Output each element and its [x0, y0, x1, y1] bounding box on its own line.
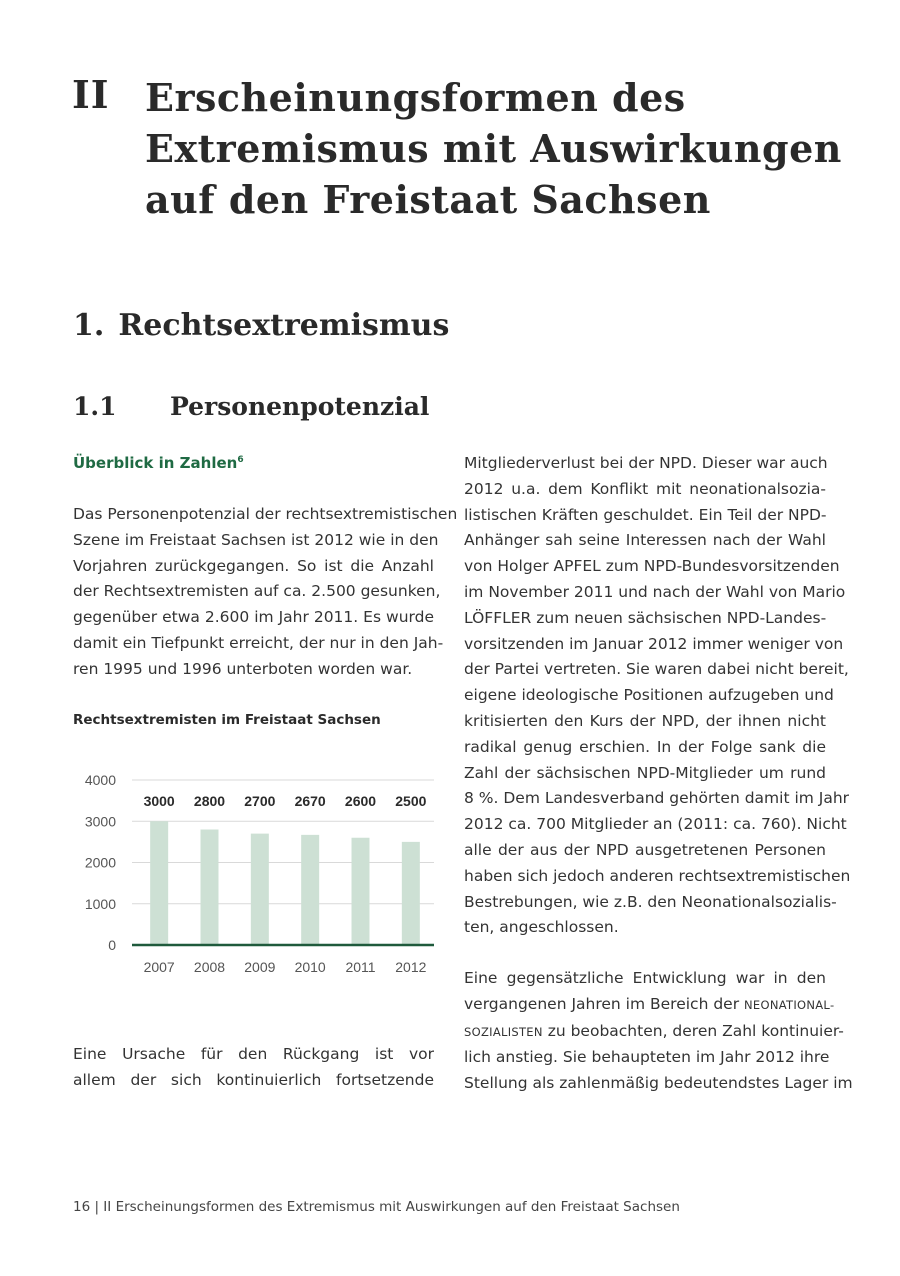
chapter-title-line: Extremismus mit Auswirkungen [145, 126, 842, 171]
text-line: im November 2011 und nach der Wahl von Mario [464, 582, 846, 601]
bar [201, 830, 219, 946]
text-line: Bestrebungen, wie z.B. den Neonationalsozialis- [464, 892, 837, 911]
chapter-title [145, 72, 845, 225]
right-paragraph [464, 451, 851, 941]
section-title: Rechtsextremismus [118, 308, 450, 343]
text-line: Anhänger sah seine Interessen nach der Wahl [464, 531, 826, 550]
text-line: haben sich jedoch anderen rechtsextremistischen [464, 866, 851, 885]
text-line: damit ein Tiefpunkt erreicht, der nur in den Jah- [73, 633, 444, 652]
left-paragraph [73, 502, 458, 683]
right-paragraph-2 [464, 966, 853, 1097]
text-line: Eine gegensätzliche Entwicklung war in den [464, 969, 826, 987]
x-tick-label: 2012 [395, 959, 427, 975]
chart-title: Rechtsextremisten im Freistaat Sachsen [73, 712, 381, 728]
text-line: ren 1995 und 1996 unterboten worden war. [73, 659, 413, 678]
text-line: Stellung als zahlenmäßig bedeutendstes Lager im [464, 1074, 853, 1093]
overview-heading-text: Überblick in Zahlen [73, 454, 238, 472]
text-line: von Holger APFEL zum NPD-Bundesvorsitzenden [464, 557, 840, 576]
section-heading [73, 308, 449, 343]
text-line: der Partei vertreten. Sie waren dabei nicht bereit, [464, 660, 849, 679]
data-label: 3000 [143, 793, 175, 809]
text-line: vorsitzenden im Januar 2012 immer weniger von [464, 634, 844, 653]
text-line: 8 %. Dem Landesverband gehörten damit im Jahr [464, 789, 850, 808]
text-line: radikal genug erschien. In der Folge sank die [464, 737, 826, 756]
x-tick-label: 2009 [244, 959, 276, 975]
text-line: Vorjahren zurückgegangen. So ist die Anzahl [73, 556, 434, 575]
text-line: kritisierten den Kurs der NPD, der ihnen nicht [464, 711, 826, 730]
text-line: alle der aus der NPD ausgetretenen Personen [464, 840, 826, 859]
subsection-title: Personenpotenzial [170, 392, 430, 421]
data-label: 2700 [244, 793, 276, 809]
data-label: 2600 [344, 793, 377, 809]
text-fragment: vergangenen Jahren im Bereich der [464, 994, 744, 1013]
text-line: eigene ideologische Positionen aufzugeben und [464, 686, 834, 705]
text-line: 2012 ca. 700 Mitglieder an (2011: ca. 760). Nicht [464, 815, 847, 834]
text-line: 2012 u.a. dem Konflikt mit neonationalsozia- [464, 479, 826, 498]
bar [352, 838, 370, 945]
small-caps-term: NEONATIONAL- [744, 997, 835, 1012]
chapter-title-line: Erscheinungsformen des [145, 75, 686, 120]
bar-chart [70, 760, 440, 985]
bar [150, 821, 168, 945]
page-footer: 16 | II Erscheinungsformen des Extremismus mit Auswirkungen auf den Freistaat Sachsen [73, 1199, 680, 1215]
subsection-heading [73, 392, 429, 421]
overview-heading [73, 454, 244, 472]
text-line: ten, angeschlossen. [464, 918, 619, 937]
x-tick-label: 2010 [294, 959, 326, 975]
text-line [464, 992, 835, 1019]
text-line: der Rechtsextremisten auf ca. 2.500 gesunken, [73, 582, 441, 601]
text-line: allem der sich kontinuierlich fortsetzende [73, 1070, 434, 1089]
text-fragment: zu beobachten, deren Zahl kontinuier- [542, 1021, 844, 1040]
text-line: Mitgliederverlust bei der NPD. Dieser war auch [464, 454, 828, 472]
chapter-number: II [72, 72, 110, 117]
text-line: gegenüber etwa 2.600 im Jahr 2011. Es wurde [73, 608, 434, 627]
text-line: LÖFFLER zum neuen sächsischen NPD-Landes- [464, 608, 827, 627]
data-label: 2670 [294, 793, 326, 809]
text-line: Das Personenpotenzial der rechtsextremistischen [73, 505, 458, 523]
text-line [464, 1019, 844, 1046]
x-tick-label: 2007 [143, 959, 175, 975]
text-line: Eine Ursache für den Rückgang ist vor [73, 1045, 434, 1063]
y-tick-label: 3000 [84, 813, 116, 830]
left-paragraph-2 [73, 1042, 434, 1094]
chapter-title-line: auf den Freistaat Sachsen [145, 177, 711, 222]
y-tick-label: 1000 [84, 895, 116, 912]
y-tick-label: 4000 [84, 772, 116, 788]
text-line: Zahl der sächsischen NPD-Mitglieder um rund [464, 763, 826, 782]
footnote-reference: 6 [237, 455, 244, 465]
bar [301, 835, 319, 945]
text-line: Szene im Freistaat Sachsen ist 2012 wie in den [73, 530, 439, 549]
x-tick-label: 2011 [345, 959, 376, 975]
data-label: 2800 [193, 793, 226, 809]
text-line: listischen Kräften geschuldet. Ein Teil der NPD- [464, 505, 827, 524]
bar [251, 834, 269, 945]
x-tick-label: 2008 [193, 959, 226, 975]
small-caps-term: SOZIALISTEN [464, 1024, 543, 1039]
section-number: 1. [73, 308, 105, 343]
text-line: lich anstieg. Sie behaupteten im Jahr 2012 ihre [464, 1048, 830, 1067]
y-tick-label: 0 [108, 937, 116, 953]
y-tick-label: 2000 [84, 854, 116, 871]
data-label: 2500 [395, 793, 427, 809]
bar [402, 842, 420, 945]
subsection-number: 1.1 [73, 392, 117, 421]
